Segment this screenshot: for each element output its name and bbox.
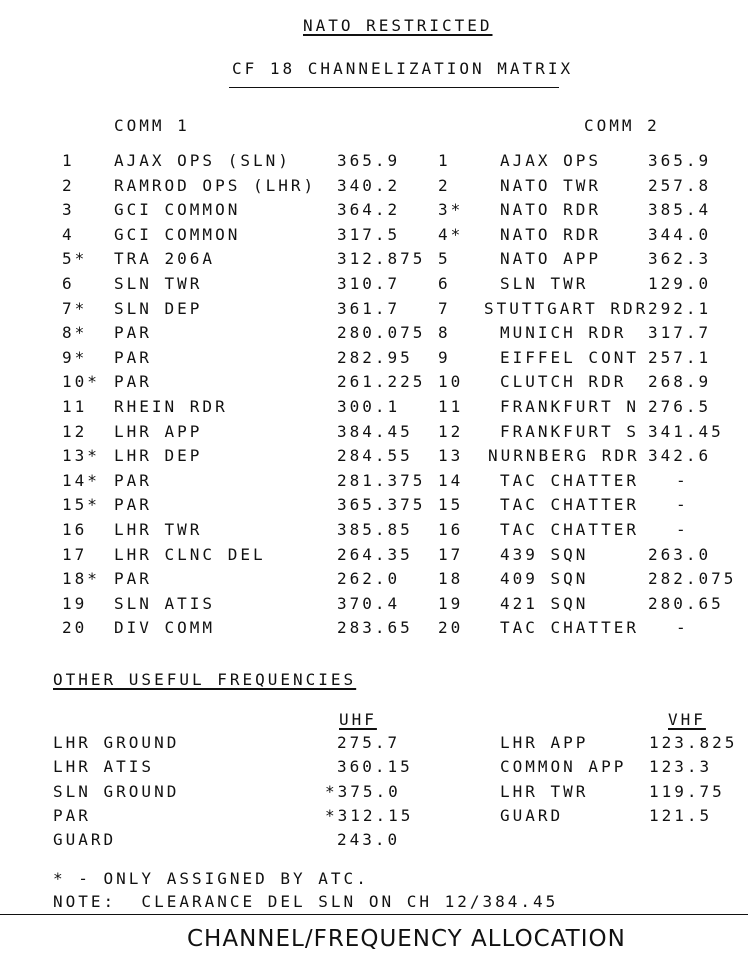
vhf-frequency: 119.75 [649, 782, 725, 801]
comm2-channel-number: 1 [438, 151, 451, 170]
comm2-channel-name: AJAX OPS [500, 151, 602, 170]
comm1-channel-name: PAR [114, 323, 152, 342]
comm2-channel-frequency: 276.5 [648, 397, 712, 416]
comm2-channel-name: MUNICH RDR [500, 323, 627, 342]
bottom-rule [0, 914, 748, 915]
comm1-channel-name: GCI COMMON [114, 200, 241, 219]
comm1-channel-number: 8* [62, 323, 88, 342]
comm1-channel-name: RAMROD OPS (LHR) [114, 176, 317, 195]
comm2-channel-name: 421 SQN [500, 594, 589, 613]
comm1-channel-frequency: 264.35 [337, 545, 413, 564]
classification-heading: NATO RESTRICTED [303, 16, 493, 35]
comm1-channel-name: TRA 206A [114, 249, 216, 268]
vhf-heading: VHF [668, 710, 706, 729]
vhf-frequency: 121.5 [649, 806, 713, 825]
vhf-station-name: COMMON APP [500, 757, 627, 776]
comm2-channel-frequency: 280.65 [648, 594, 724, 613]
comm2-channel-name: NATO RDR [500, 225, 602, 244]
vhf-station-name: LHR TWR [500, 782, 589, 801]
uhf-frequency: 275.7 [337, 733, 401, 752]
comm2-channel-number: 4* [438, 225, 464, 244]
comm2-channel-frequency: 317.7 [648, 323, 712, 342]
comm1-channel-number: 5* [62, 249, 88, 268]
comm1-channel-frequency: 261.225 [337, 372, 426, 391]
comm2-channel-frequency: 282.075 [648, 569, 737, 588]
comm2-channel-number: 19 [438, 594, 464, 613]
comm2-channel-frequency: - [676, 618, 689, 637]
comm1-channel-name: PAR [114, 471, 152, 490]
comm1-channel-frequency: 364.2 [337, 200, 401, 219]
comm1-channel-frequency: 310.7 [337, 274, 401, 293]
comm1-channel-number: 16 [62, 520, 88, 539]
comm1-channel-frequency: 280.075 [337, 323, 426, 342]
comm2-channel-frequency: 342.6 [648, 446, 712, 465]
comm1-heading: COMM 1 [114, 116, 190, 135]
comm2-channel-name: NATO TWR [500, 176, 602, 195]
comm2-channel-number: 7 [438, 299, 451, 318]
comm2-channel-name: FRANKFURT N [500, 397, 639, 416]
comm1-channel-name: SLN ATIS [114, 594, 216, 613]
uhf-heading: UHF [339, 710, 377, 729]
comm2-channel-name: NURNBERG RDR [488, 446, 640, 465]
comm2-channel-number: 8 [438, 323, 451, 342]
comm1-channel-frequency: 365.9 [337, 151, 401, 170]
comm2-channel-number: 9 [438, 348, 451, 367]
title-underline [229, 87, 559, 88]
comm2-channel-name: TAC CHATTER [500, 495, 639, 514]
comm1-channel-number: 2 [62, 176, 75, 195]
comm1-channel-number: 4 [62, 225, 75, 244]
comm2-channel-number: 6 [438, 274, 451, 293]
comm2-channel-name: 409 SQN [500, 569, 589, 588]
uhf-station-name: PAR [53, 806, 91, 825]
comm1-channel-frequency: 281.375 [337, 471, 426, 490]
comm2-channel-number: 3* [438, 200, 464, 219]
comm1-channel-name: PAR [114, 495, 152, 514]
uhf-frequency: *375.0 [325, 782, 401, 801]
comm1-channel-name: PAR [114, 372, 152, 391]
comm1-channel-name: LHR TWR [114, 520, 203, 539]
comm1-channel-name: GCI COMMON [114, 225, 241, 244]
comm2-channel-number: 10 [438, 372, 464, 391]
comm2-channel-name: EIFFEL CONT [500, 348, 639, 367]
uhf-frequency: *312.15 [325, 806, 414, 825]
comm1-channel-number: 14* [62, 471, 100, 490]
uhf-station-name: SLN GROUND [53, 782, 180, 801]
comm2-channel-frequency: - [676, 520, 689, 539]
comm1-channel-number: 13* [62, 446, 100, 465]
comm1-channel-name: LHR APP [114, 422, 203, 441]
comm2-channel-frequency: 268.9 [648, 372, 712, 391]
comm1-channel-number: 15* [62, 495, 100, 514]
comm2-channel-frequency: - [676, 495, 689, 514]
comm2-heading: COMM 2 [584, 116, 660, 135]
vhf-frequency: 123.3 [649, 757, 713, 776]
comm1-channel-number: 19 [62, 594, 88, 613]
footnote: * - ONLY ASSIGNED BY ATC. [53, 869, 369, 888]
comm1-channel-frequency: 300.1 [337, 397, 401, 416]
comm1-channel-name: LHR CLNC DEL [114, 545, 266, 564]
comm1-channel-number: 18* [62, 569, 100, 588]
comm1-channel-number: 6 [62, 274, 75, 293]
comm2-channel-frequency: 362.3 [648, 249, 712, 268]
comm2-channel-number: 16 [438, 520, 464, 539]
comm2-channel-name: FRANKFURT S [500, 422, 639, 441]
uhf-frequency: 360.15 [337, 757, 413, 776]
comm1-channel-frequency: 385.85 [337, 520, 413, 539]
comm1-channel-number: 20 [62, 618, 88, 637]
uhf-station-name: GUARD [53, 830, 117, 849]
comm2-channel-name: 439 SQN [500, 545, 589, 564]
note: NOTE: CLEARANCE DEL SLN ON CH 12/384.45 [53, 892, 559, 911]
vhf-frequency: 123.825 [649, 733, 738, 752]
comm2-channel-frequency: 129.0 [648, 274, 712, 293]
comm2-channel-frequency: 341.45 [648, 422, 724, 441]
comm1-channel-name: AJAX OPS (SLN) [114, 151, 291, 170]
comm1-channel-frequency: 262.0 [337, 569, 401, 588]
comm1-channel-frequency: 384.45 [337, 422, 413, 441]
comm2-channel-name: SLN TWR [500, 274, 589, 293]
comm2-channel-number: 11 [438, 397, 464, 416]
comm1-channel-frequency: 317.5 [337, 225, 401, 244]
comm1-channel-frequency: 365.375 [337, 495, 426, 514]
comm2-channel-name: STUTTGART RDR [484, 299, 649, 318]
comm2-channel-name: NATO APP [500, 249, 602, 268]
comm2-channel-number: 12 [438, 422, 464, 441]
comm1-channel-frequency: 282.95 [337, 348, 413, 367]
comm2-channel-number: 5 [438, 249, 451, 268]
comm1-channel-number: 12 [62, 422, 88, 441]
comm2-channel-frequency: 385.4 [648, 200, 712, 219]
comm2-channel-frequency: 257.8 [648, 176, 712, 195]
comm2-channel-name: CLUTCH RDR [500, 372, 627, 391]
comm1-channel-name: SLN DEP [114, 299, 203, 318]
comm1-channel-frequency: 283.65 [337, 618, 413, 637]
comm1-channel-name: PAR [114, 348, 152, 367]
comm1-channel-frequency: 284.55 [337, 446, 413, 465]
comm1-channel-number: 1 [62, 151, 75, 170]
comm1-channel-name: PAR [114, 569, 152, 588]
comm2-channel-number: 18 [438, 569, 464, 588]
comm1-channel-number: 9* [62, 348, 88, 367]
document-title: CF 18 CHANNELIZATION MATRIX [232, 59, 574, 78]
uhf-frequency: 243.0 [337, 830, 401, 849]
comm2-channel-frequency: 257.1 [648, 348, 712, 367]
comm1-channel-name: SLN TWR [114, 274, 203, 293]
comm1-channel-number: 17 [62, 545, 88, 564]
comm2-channel-number: 15 [438, 495, 464, 514]
uhf-station-name: LHR GROUND [53, 733, 180, 752]
comm1-channel-number: 7* [62, 299, 88, 318]
comm2-channel-frequency: - [676, 471, 689, 490]
comm2-channel-frequency: 365.9 [648, 151, 712, 170]
comm1-channel-frequency: 340.2 [337, 176, 401, 195]
comm2-channel-frequency: 263.0 [648, 545, 712, 564]
comm2-channel-name: NATO RDR [500, 200, 602, 219]
comm2-channel-frequency: 292.1 [648, 299, 712, 318]
figure-caption: CHANNEL/FREQUENCY ALLOCATION [187, 926, 626, 952]
comm2-channel-name: TAC CHATTER [500, 471, 639, 490]
comm1-channel-name: DIV COMM [114, 618, 216, 637]
comm2-channel-number: 14 [438, 471, 464, 490]
comm1-channel-frequency: 370.4 [337, 594, 401, 613]
comm2-channel-frequency: 344.0 [648, 225, 712, 244]
vhf-station-name: GUARD [500, 806, 564, 825]
comm1-channel-name: RHEIN RDR [114, 397, 228, 416]
comm2-channel-name: TAC CHATTER [500, 520, 639, 539]
comm2-channel-number: 13 [438, 446, 464, 465]
vhf-station-name: LHR APP [500, 733, 589, 752]
other-frequencies-heading: OTHER USEFUL FREQUENCIES [53, 670, 357, 689]
comm1-channel-number: 3 [62, 200, 75, 219]
comm2-channel-name: TAC CHATTER [500, 618, 639, 637]
comm1-channel-frequency: 361.7 [337, 299, 401, 318]
comm1-channel-number: 11 [62, 397, 88, 416]
comm2-channel-number: 20 [438, 618, 464, 637]
comm2-channel-number: 17 [438, 545, 464, 564]
comm1-channel-number: 10* [62, 372, 100, 391]
uhf-station-name: LHR ATIS [53, 757, 155, 776]
comm1-channel-name: LHR DEP [114, 446, 203, 465]
comm2-channel-number: 2 [438, 176, 451, 195]
comm1-channel-frequency: 312.875 [337, 249, 426, 268]
